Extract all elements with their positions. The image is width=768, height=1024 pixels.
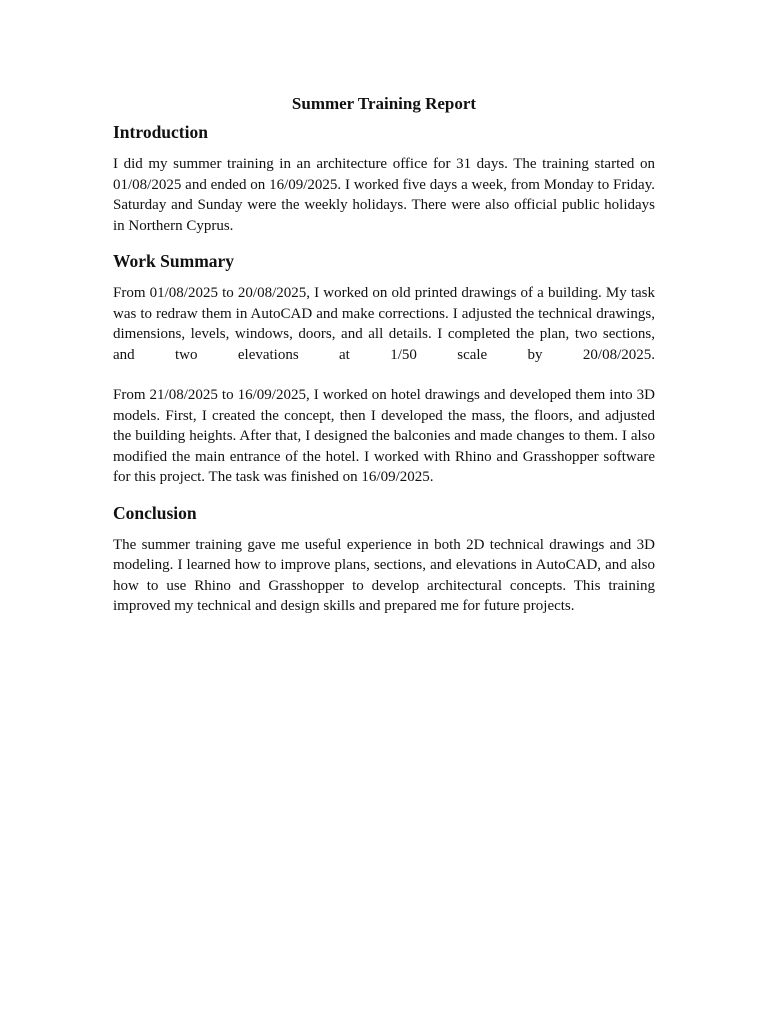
document-title: Summer Training Report — [291, 94, 477, 113]
section-heading-conclusion: Conclusion — [113, 502, 197, 523]
work-summary-paragraph-1: From 01/08/2025 to 20/08/2025, I worked on old printed drawings of a building. My task was to redraw them in AutoCAD and make corrections. I adjusted the technical drawings, dimensions, levels, windows, doors, and all details. I completed the plan, two sections, and two elevations at 1/50 scale by 20/08/2025. — [113, 285, 655, 363]
conclusion-paragraph: The summer training gave me useful experience in both 2D technical drawings and 3D modeling. I learned how to improve plans, sections, and elevations in AutoCAD, and also how to use Rhino and Grasshopper to develop architectural concepts. This training improved my technical and design skills and prepared me for future projects. — [113, 536, 655, 614]
work-summary-paragraph-2: From 21/08/2025 to 16/09/2025, I worked on hotel drawings and developed them into 3D models. First, I created the concept, then I developed the mass, the floors, and adjusted the building heights. After that, I designed the balconies and made changes to them. I also modified the main entrance of the hotel. I worked with Rhino and Grasshopper software for this project. The task was finished on 16/09/2025. — [113, 387, 655, 485]
section-heading-work-summary: Work Summary — [113, 251, 235, 271]
section-work-summary — [113, 249, 655, 488]
document-page — [113, 92, 655, 630]
section-heading-introduction: Introduction — [113, 122, 208, 142]
introduction-paragraph: I did my summer training in an architecture office for 31 days. The training started on 01/08/2025 and ended on 16/09/2025. I worked five days a week, from Monday to Friday. Saturday and Sunday were the weekly holidays. There were also official public holidays in Northern Cyprus. — [113, 156, 655, 234]
section-introduction — [113, 120, 655, 236]
section-conclusion — [113, 501, 655, 617]
